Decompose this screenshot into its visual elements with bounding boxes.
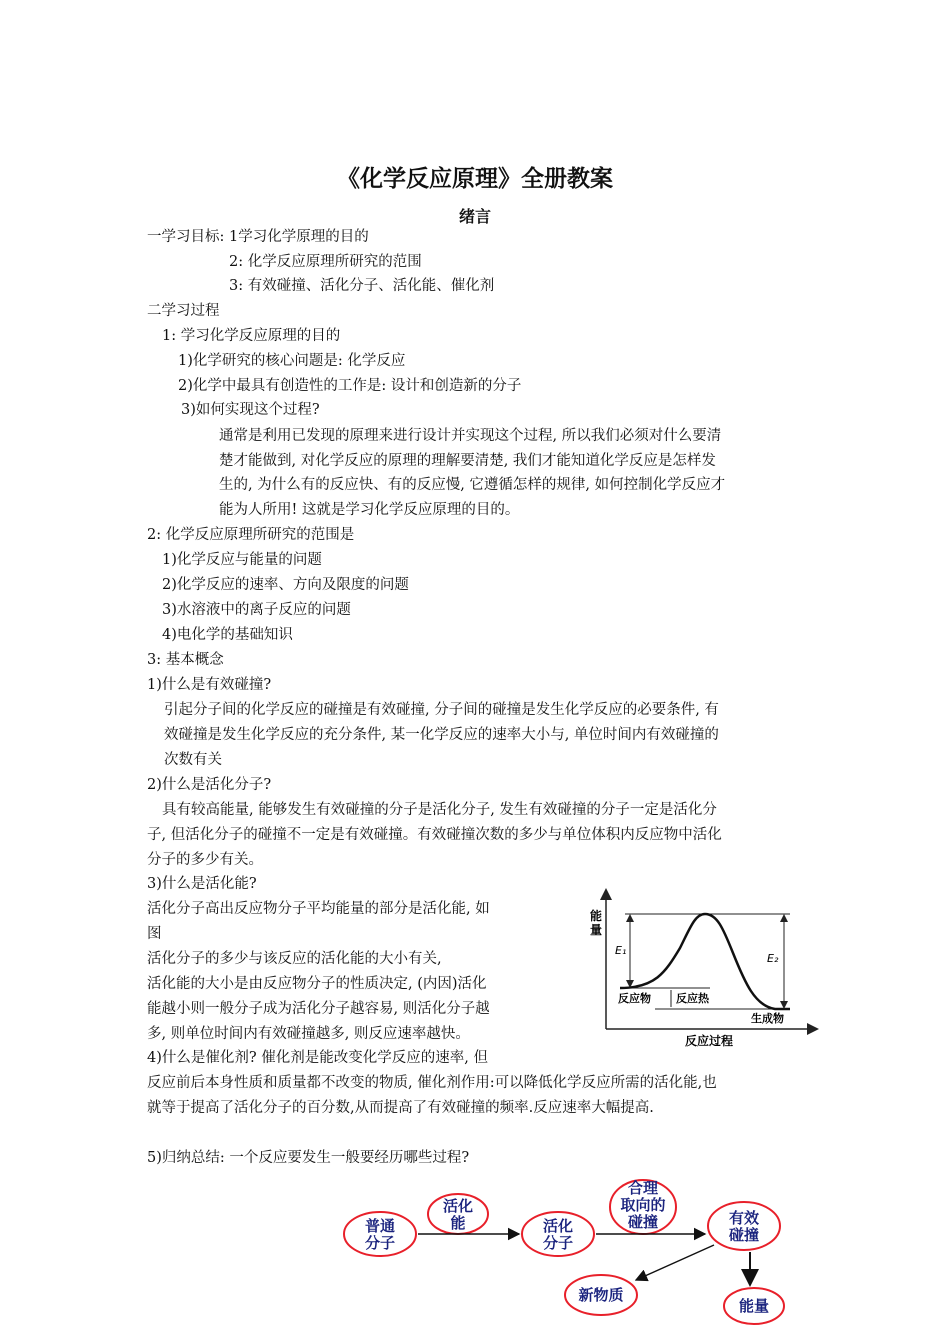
section-1-item-2: 2)化学中最具有创造性的工作是: 设计和创造新的分子 [178, 378, 522, 394]
section-2-item-3: 3)水溶液中的离子反应的问题 [162, 602, 351, 618]
node-label: 活化 [442, 1197, 474, 1215]
section-2-heading: 2: 化学反应原理所研究的范围是 [147, 527, 355, 543]
energy-profile-figure [585, 888, 820, 1053]
node-label: 能量 [738, 1297, 770, 1315]
y-axis-label: 能 [590, 909, 603, 923]
answer-line: 引起分子间的化学反应的碰撞是有效碰撞, 分子间的碰撞是发生化学反应的必要条件, 有 [164, 702, 719, 718]
answer-line: 多, 则单位时间内有效碰撞越多, 则反应速率越快。 [147, 1026, 470, 1042]
page-title: 《化学反应原理》全册教案 [337, 166, 613, 192]
question-1: 1)什么是有效碰撞? [147, 677, 272, 693]
x-axis-label: 反应过程 [685, 1034, 734, 1048]
answer-line: 就等于提高了活化分子的百分数,从而提高了有效碰撞的频率.反应速率大幅提高. [147, 1100, 654, 1116]
reaction-process-diagram [330, 1170, 800, 1330]
node-label: 碰撞 [627, 1213, 659, 1231]
objective-item-3: 3: 有效碰撞、活化分子、活化能、催化剂 [229, 278, 495, 294]
objective-item-2: 2: 化学反应原理所研究的范围 [229, 254, 422, 270]
node-label: 活化 [542, 1217, 574, 1235]
answer-line: 活化分子的多少与该反应的活化能的大小有关, [147, 951, 442, 967]
answer-line: 活化能的大小是由反应物分子的性质决定, (内因)活化 [147, 976, 487, 992]
paragraph-line: 通常是利用已发现的原理来进行设计并实现这个过程, 所以我们必须对什么要清 [219, 428, 722, 444]
paragraph-line: 楚才能做到, 对化学反应的原理的理解要清楚, 我们才能知道化学反应是怎样发 [219, 453, 716, 469]
section-1-item-1: 1)化学研究的核心问题是: 化学反应 [178, 353, 406, 369]
answer-line: 图 [147, 926, 162, 942]
objectives-heading: 一学习目标: 1学习化学原理的目的 [147, 229, 369, 245]
answer-line: 反应前后本身性质和质量都不改变的物质, 催化剂作用:可以降低化学反应所需的活化能,也 [147, 1075, 717, 1091]
section-2-item-4: 4)电化学的基础知识 [162, 627, 293, 643]
answer-line: 分子的多少有关。 [147, 852, 263, 868]
question-5: 5)归纳总结: 一个反应要发生一般要经历哪些过程? [147, 1150, 470, 1166]
section-1-item-3: 3)如何实现这个过程? [181, 402, 320, 418]
answer-line: 子, 但活化分子的碰撞不一定是有效碰撞。有效碰撞次数的多少与单位体积内反应物中活化 [147, 827, 722, 843]
heat-label: 反应热 [676, 992, 709, 1005]
node-label: 分子 [542, 1234, 574, 1252]
question-4: 4)什么是催化剂? 催化剂是能改变化学反应的速率, 但 [147, 1050, 488, 1066]
section-2-item-2: 2)化学反应的速率、方向及限度的问题 [162, 577, 409, 593]
paragraph-line: 能为人所用! 这就是学习化学反应原理的目的。 [219, 502, 520, 518]
answer-line: 效碰撞是发生化学反应的充分条件, 某一化学反应的速率大小与, 单位时间内有效碰撞的 [164, 727, 719, 743]
node-label: 能 [450, 1214, 466, 1232]
node-label: 普通 [364, 1217, 396, 1235]
process-heading: 二学习过程 [147, 303, 220, 319]
e1-label: E₁ [615, 944, 627, 957]
answer-line: 活化分子高出反应物分子平均能量的部分是活化能, 如 [147, 901, 490, 917]
section-2-item-1: 1)化学反应与能量的问题 [162, 552, 322, 568]
node-label: 碰撞 [728, 1226, 760, 1244]
answer-line: 具有较高能量, 能够发生有效碰撞的分子是活化分子, 发生有效碰撞的分子一定是活化分 [162, 802, 717, 818]
question-3: 3)什么是活化能? [147, 876, 257, 892]
node-label: 合理 [627, 1179, 659, 1197]
node-label: 新物质 [578, 1286, 624, 1304]
question-2: 2)什么是活化分子? [147, 777, 272, 793]
node-label: 分子 [364, 1234, 396, 1252]
answer-line: 能越小则一般分子成为活化分子越容易, 则活化分子越 [147, 1001, 490, 1017]
product-label: 生成物 [751, 1012, 784, 1025]
e2-label: E₂ [767, 952, 779, 965]
node-label: 取向的 [620, 1196, 666, 1214]
paragraph-line: 生的, 为什么有的反应快、有的反应慢, 它遵循怎样的规律, 如何控制化学反应才 [219, 477, 726, 493]
section-1-heading: 1: 学习化学反应原理的目的 [162, 328, 341, 344]
flow-arrow [636, 1245, 714, 1280]
section-subtitle: 绪言 [458, 207, 491, 226]
answer-line: 次数有关 [164, 752, 222, 768]
node-label: 有效 [728, 1209, 760, 1227]
y-axis-label: 量 [590, 923, 603, 937]
reactant-label: 反应物 [618, 992, 651, 1005]
section-3-heading: 3: 基本概念 [147, 652, 224, 668]
